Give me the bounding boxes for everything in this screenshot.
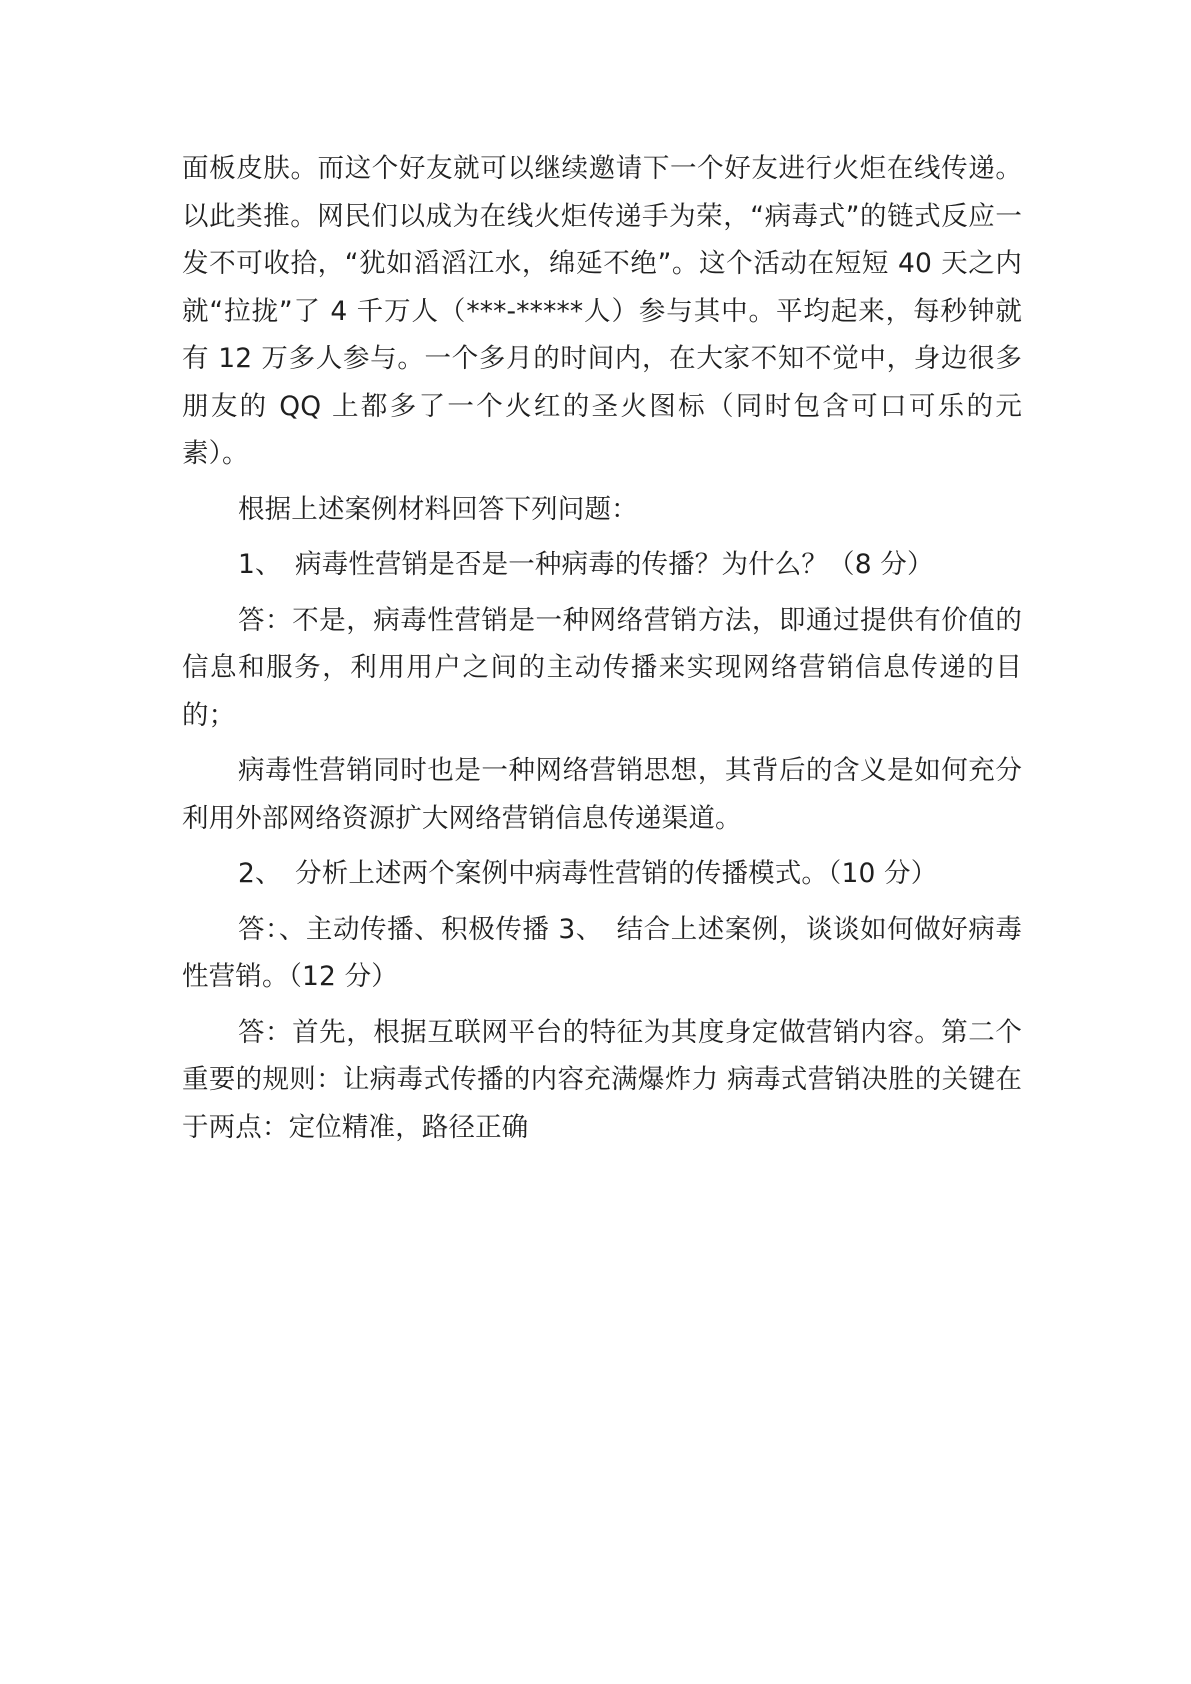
document-body [182,145,1022,1151]
answer-2-and-question-3: 答：、主动传播、积极传播 3、 结合上述案例，谈谈如何做好病毒性营销。（12 分） [182,913,1022,992]
answer-3: 答：首先，根据互联网平台的特征为其度身定做营销内容。第二个重要的规则：让病毒式传播的内容充满爆炸力 病毒式营销决胜的关键在于两点：定位精准，路径正确 [182,1016,1022,1143]
answer-1-part-2: 病毒性营销同时也是一种网络营销思想，其背后的含义是如何充分利用外部网络资源扩大网络营销信息传递渠道。 [182,755,1022,834]
answer-1-part-1: 答：不是，病毒性营销是一种网络营销方法，即通过提供有价值的信息和服务，利用用户之间的主动传播来实现网络营销信息传递的目的； [182,604,1022,731]
question-1: 1、 病毒性营销是否是一种病毒的传播？为什么？（8 分） [238,549,934,580]
case-text-paragraph: 面板皮肤。而这个好友就可以继续邀请下一个好友进行火炬在线传递。以此类推。网民们以成为在线火炬传递手为荣，“病毒式”的链式反应一发不可收拾，“犹如滔滔江水，绵延不绝”。这个活动在短短 40 天之内就“拉拢”了 4 千万人（***-*****人）参与其中。平均起来，每秒钟就有 12 万多人参与。一个多月的时间内，在大家不知不觉中，身边很多朋友的 QQ 上都多了一个火红的圣火图标（同时包含可口可乐的元素）。 [182,153,1022,469]
question-2: 2、 分析上述两个案例中病毒性营销的传播模式。（10 分） [238,858,938,889]
question-intro: 根据上述案例材料回答下列问题： [238,493,638,525]
